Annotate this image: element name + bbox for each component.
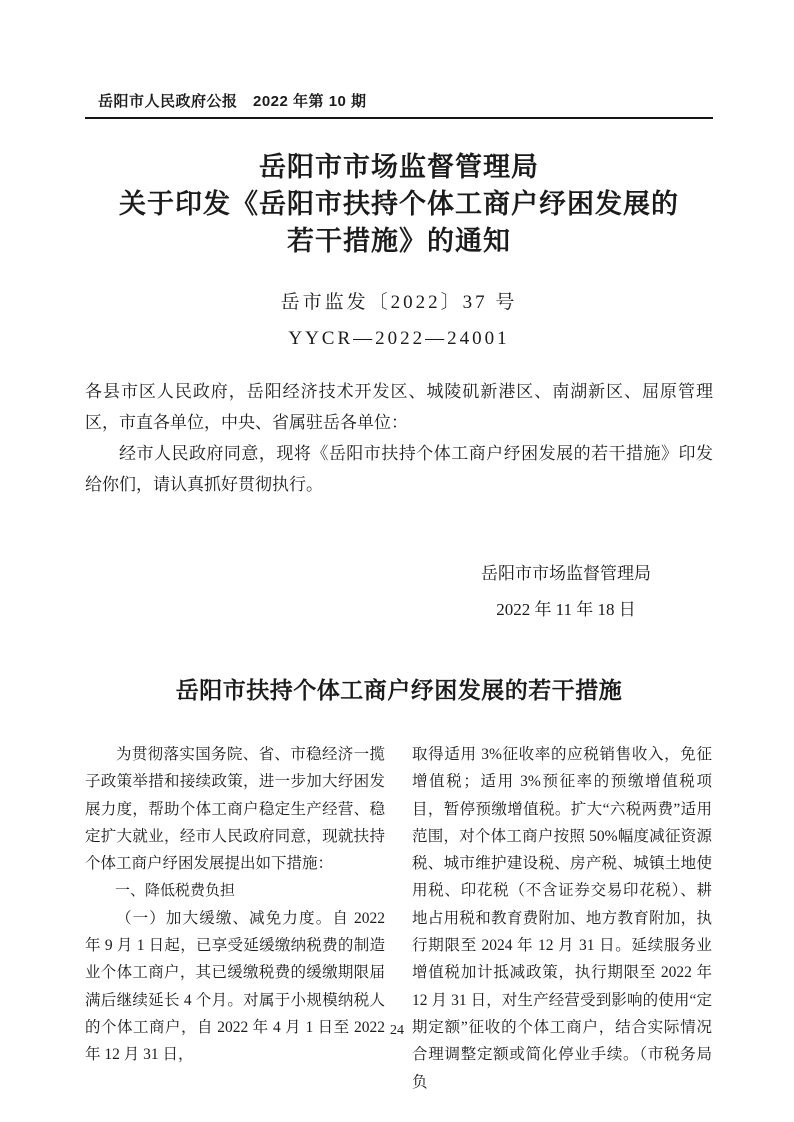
doc-number: 岳市监发〔2022〕37 号 [280,292,518,313]
recipients-line: 各县市区人民政府，岳阳经济技术开发区、城陵矶新港区、南湖新区、屈原管理区，市直各单位，中央、省属驻岳各单位： [85,382,713,432]
measures-intro-paragraph: 为贯彻落实国务院、省、市稳经济一揽子政策举措和接续政策，进一步加大纾困发展力度，帮助个体工商户稳定生产经营、稳定扩大就业，经市人民政府同意，现就扶持个体工商户纾困发展提出如下措施： [85,746,385,873]
right-column [412,741,712,1096]
two-column-body [85,741,713,1096]
notice-section [85,149,713,628]
measures-heading-1: 一、降低税费负担 [115,882,236,900]
sign-date: 2022 年 11 年 18 日 [496,600,636,619]
measures-title: 岳阳市扶持个体工商户纾困发展的若干措施 [175,678,623,703]
signature-block [481,556,651,628]
page-header [85,93,713,119]
notice-body: 经市人民政府同意，现将《岳阳市扶持个体工商户纾困发展的若干措施》印发给你们，请认真抓好贯彻执行。 [85,444,713,494]
measures-item-1-continuation: 取得适用 3%征收率的应税销售收入，免征增值税；适用 3%预征率的预缴增值税项目，暂停预缴增值税。扩大“六税两费”适用范围，对个体工商户按照 50%幅度减征资源税、城市维护建设税、房产税、城镇土地使用税、印花税（不含证券交易印花税）、耕地占用税和教育费附加、地方教育附加，执行期限至 2024 年 12 月 31 日。延续服务业增值税加计抵减政策，执行期限至 2022 年 12 月 31 日，对生产经营受到影响的使用“定期定额”征收的个体工商户，结合实际情况合理调整定额或简化停业手续。（市税务局负 [412,746,712,1091]
notice-title-line-3: 若干措施》的通知 [287,226,511,256]
doc-code: YYCR—2022—24001 [288,328,510,349]
signer-name: 岳阳市市场监督管理局 [481,564,651,583]
measures-item-1-paragraph: （一）加大缓缴、减免力度。自 2022 年 9 月 1 日起，已享受延缓缴纳税费的制造业个体工商户，其已缓缴税费的缓缴期限届满后继续延长 4 个月。对属于小规模纳税人的个体工商户，自 2022 年 4 月 1 日至 2022 年 12 月 31 日， [85,909,385,1064]
left-column [85,741,385,1096]
notice-title-line-1: 岳阳市市场监督管理局 [259,152,539,182]
masthead-rule [85,117,713,119]
page-number: 24 [390,1023,404,1038]
masthead: 岳阳市人民政府公报 2022 年第 10 期 [98,93,367,110]
notice-title-line-2: 关于印发《岳阳市扶持个体工商户纾困发展的 [119,189,679,219]
notice-title [85,149,713,260]
